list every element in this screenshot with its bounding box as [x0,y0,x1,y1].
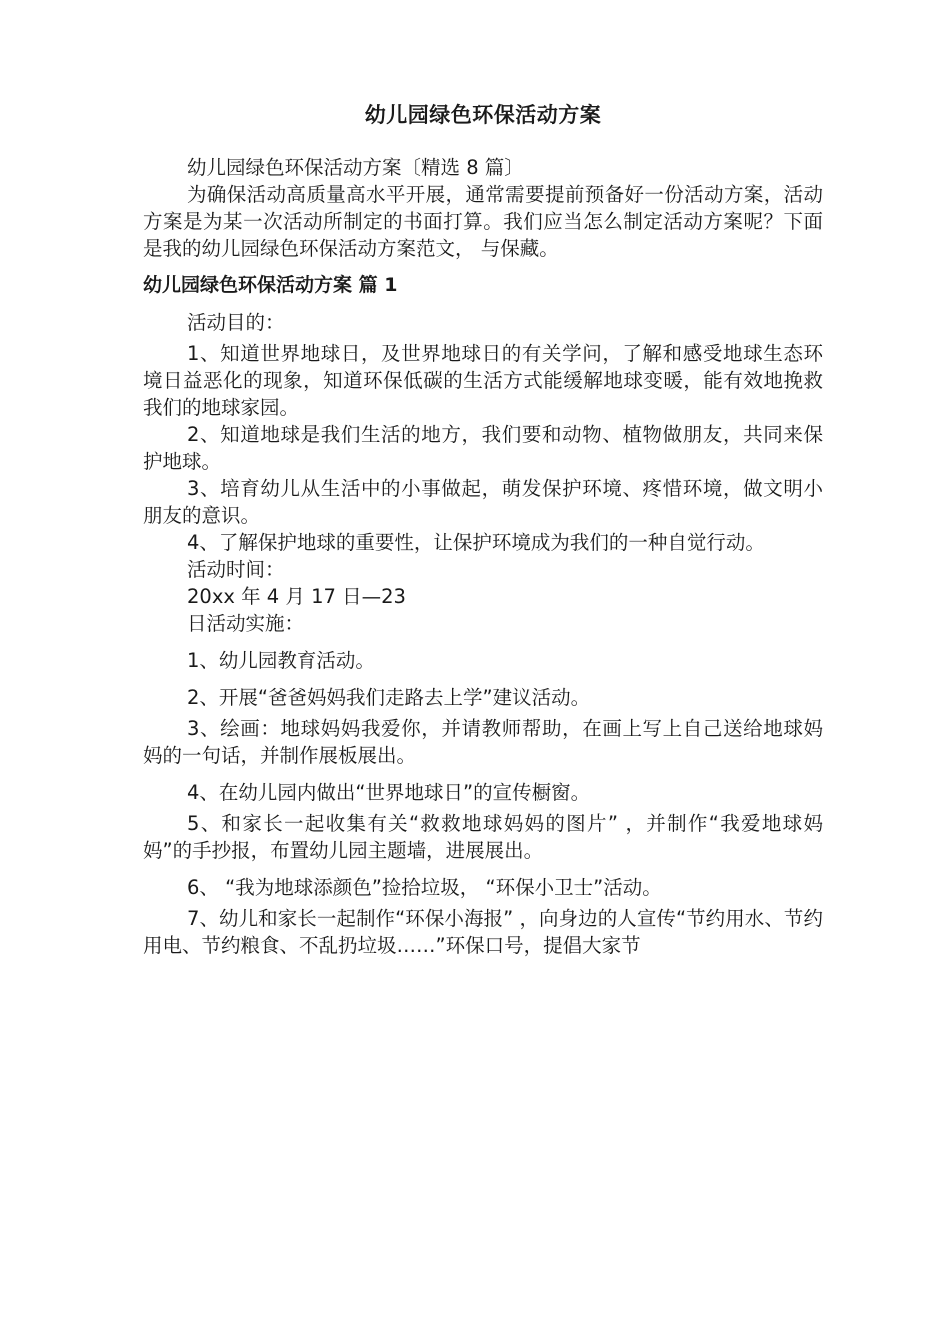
implementation-item: 4、在幼儿园内做出“世界地球日”的宣传橱窗。 [187,781,591,804]
document-body [143,98,823,959]
goal-item: 2、知道地球是我们生活的地方，我们要和动物、植物做朋友，共同来保护地球。 [143,423,823,473]
implementation-item: 2、开展“爸爸妈妈我们走路去上学”建议活动。 [187,686,591,709]
implementation-item: 7、幼儿和家长一起制作“环保小海报” ，向身边的人宣传“节约用水、节约用电、节约粮食、不乱扔垃圾……”环保口号，提倡大家节 [143,907,823,957]
document-title: 幼儿园绿色环保活动方案 [364,103,602,127]
section-title: 幼儿园绿色环保活动方案 篇 1 [143,274,398,296]
intro-heading: 幼儿园绿色环保活动方案〔精选 8 篇〕 [187,156,524,179]
time-label: 活动时间： [187,558,285,581]
implementation-item: 1、幼儿园教育活动。 [187,649,375,672]
implementation-item: 6、 “我为地球添颜色”捡拾垃圾， “环保小卫士”活动。 [187,876,662,899]
goal-item: 1、知道世界地球日，及世界地球日的有关学问，了解和感受地球生态环境日益恶化的现象，知道环保低碳的生活方式能缓解地球变暖，能有效地挽救我们的地球家园。 [143,342,823,419]
goals-label: 活动目的： [187,311,285,334]
goal-item: 3、培育幼儿从生活中的小事做起，萌发保护环境、疼惜环境，做文明小朋友的意识。 [143,477,823,527]
goal-item: 4、了解保护地球的重要性，让保护环境成为我们的一种自觉行动。 [187,531,765,554]
time-value: 20xx 年 4 月 17 日—23 [187,585,406,608]
intro-paragraph: 为确保活动高质量高水平开展，通常需要提前预备好一份活动方案，活动方案是为某一次活动所制定的书面打算。我们应当怎么制定活动方案呢？下面是我的幼儿园绿色环保活动方案范文， 与保藏。 [143,183,823,260]
implementation-item: 5、和家长一起收集有关“救救地球妈妈的图片” ，并制作“我爱地球妈妈”的手抄报，布置幼儿园主题墙，进展展出。 [143,812,823,862]
implementation-item: 3、绘画：地球妈妈我爱你，并请教师帮助，在画上写上自己送给地球妈妈的一句话，并制作展板展出。 [143,717,823,767]
implementation-label: 日活动实施： [187,612,305,635]
